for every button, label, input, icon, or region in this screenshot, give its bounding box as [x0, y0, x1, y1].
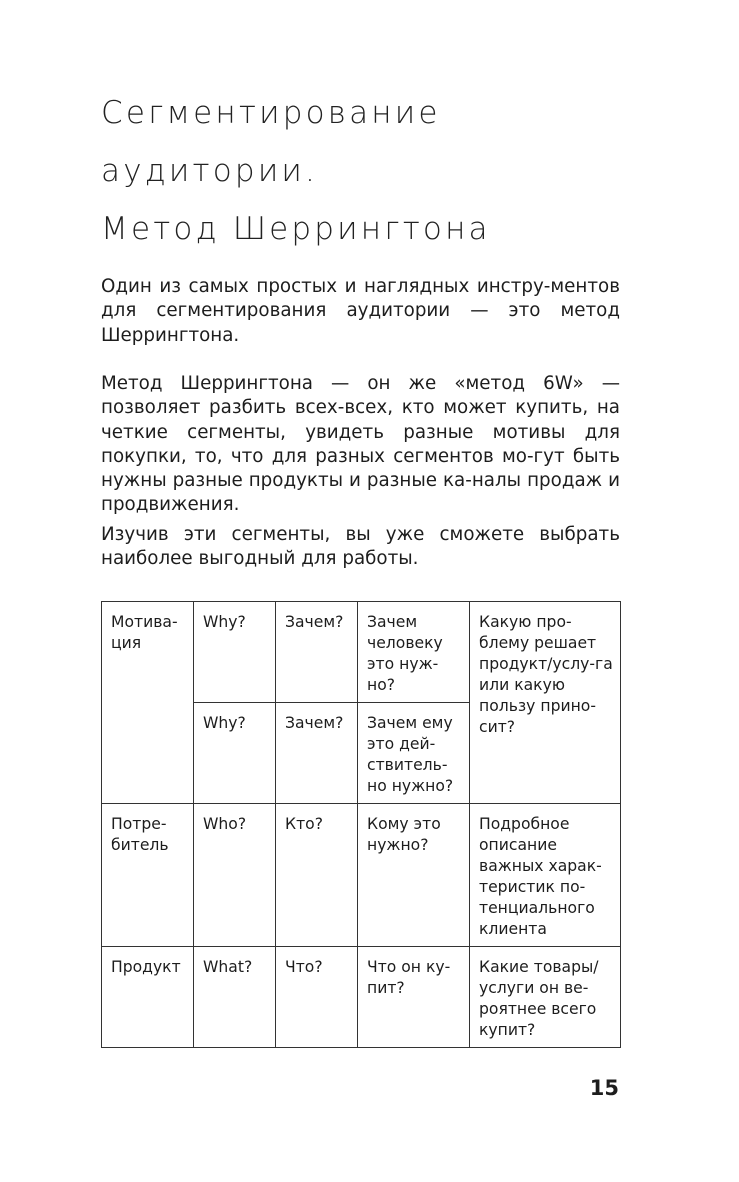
table-cell-question: Что он ку-пит?	[358, 947, 470, 1048]
table-cell-en-question: Who?	[194, 804, 276, 947]
chapter-heading	[101, 84, 661, 258]
table-cell-category: Мотива-ция	[102, 602, 194, 804]
table-cell-category: Потре-битель	[102, 804, 194, 947]
table-cell-en-question: What?	[194, 947, 276, 1048]
table-cell-en-question: Why?	[194, 703, 276, 804]
table-cell-ru-question: Что?	[276, 947, 358, 1048]
table-cell-question: Зачем ему это дей-ствитель-но нужно?	[358, 703, 470, 804]
table-cell-description: Какую про-блему решает продукт/услу-га или какую пользу прино-сит?	[470, 602, 621, 804]
table-row	[102, 947, 621, 1048]
table-cell-ru-question: Зачем?	[276, 602, 358, 703]
table-cell-description: Подробное описание важных харак-теристик по-тенциального клиента	[470, 804, 621, 947]
paragraph: Изучив эти сегменты, вы уже сможете выбрать наиболее выгодный для работы.	[101, 524, 620, 570]
paragraph: Метод Шеррингтона — он же «метод 6W» — позволяет разбить всех-всех, кто может купить, на четкие сегменты, увидеть разные мотивы для покупки, то, что для разных сегментов мо-гут быть нужны разные продукты и разные ка-налы продаж и продвижения.	[101, 373, 620, 516]
table-cell-ru-question: Кто?	[276, 804, 358, 947]
heading-line: аудитории.	[101, 153, 319, 189]
heading-line: Сегментирование	[101, 95, 441, 131]
table-cell-category: Продукт	[102, 947, 194, 1048]
table-cell-en-question: Why?	[194, 602, 276, 703]
table-row	[102, 804, 621, 947]
table-cell-description: Какие товары/услуги он ве-роятнее всего купит?	[470, 947, 621, 1048]
table-cell-question: Кому это нужно?	[358, 804, 470, 947]
table-row	[102, 602, 621, 703]
paragraph: Один из самых простых и наглядных инстру-ментов для сегментирования аудитории — это метод Шеррингтона.	[101, 276, 620, 346]
sherrington-method-table	[101, 601, 621, 1048]
table-cell-question: Зачем человеку это нуж-но?	[358, 602, 470, 703]
heading-line: Метод Шеррингтона	[101, 211, 491, 247]
table-cell-ru-question: Зачем?	[276, 703, 358, 804]
page-number: 15	[589, 1076, 619, 1100]
